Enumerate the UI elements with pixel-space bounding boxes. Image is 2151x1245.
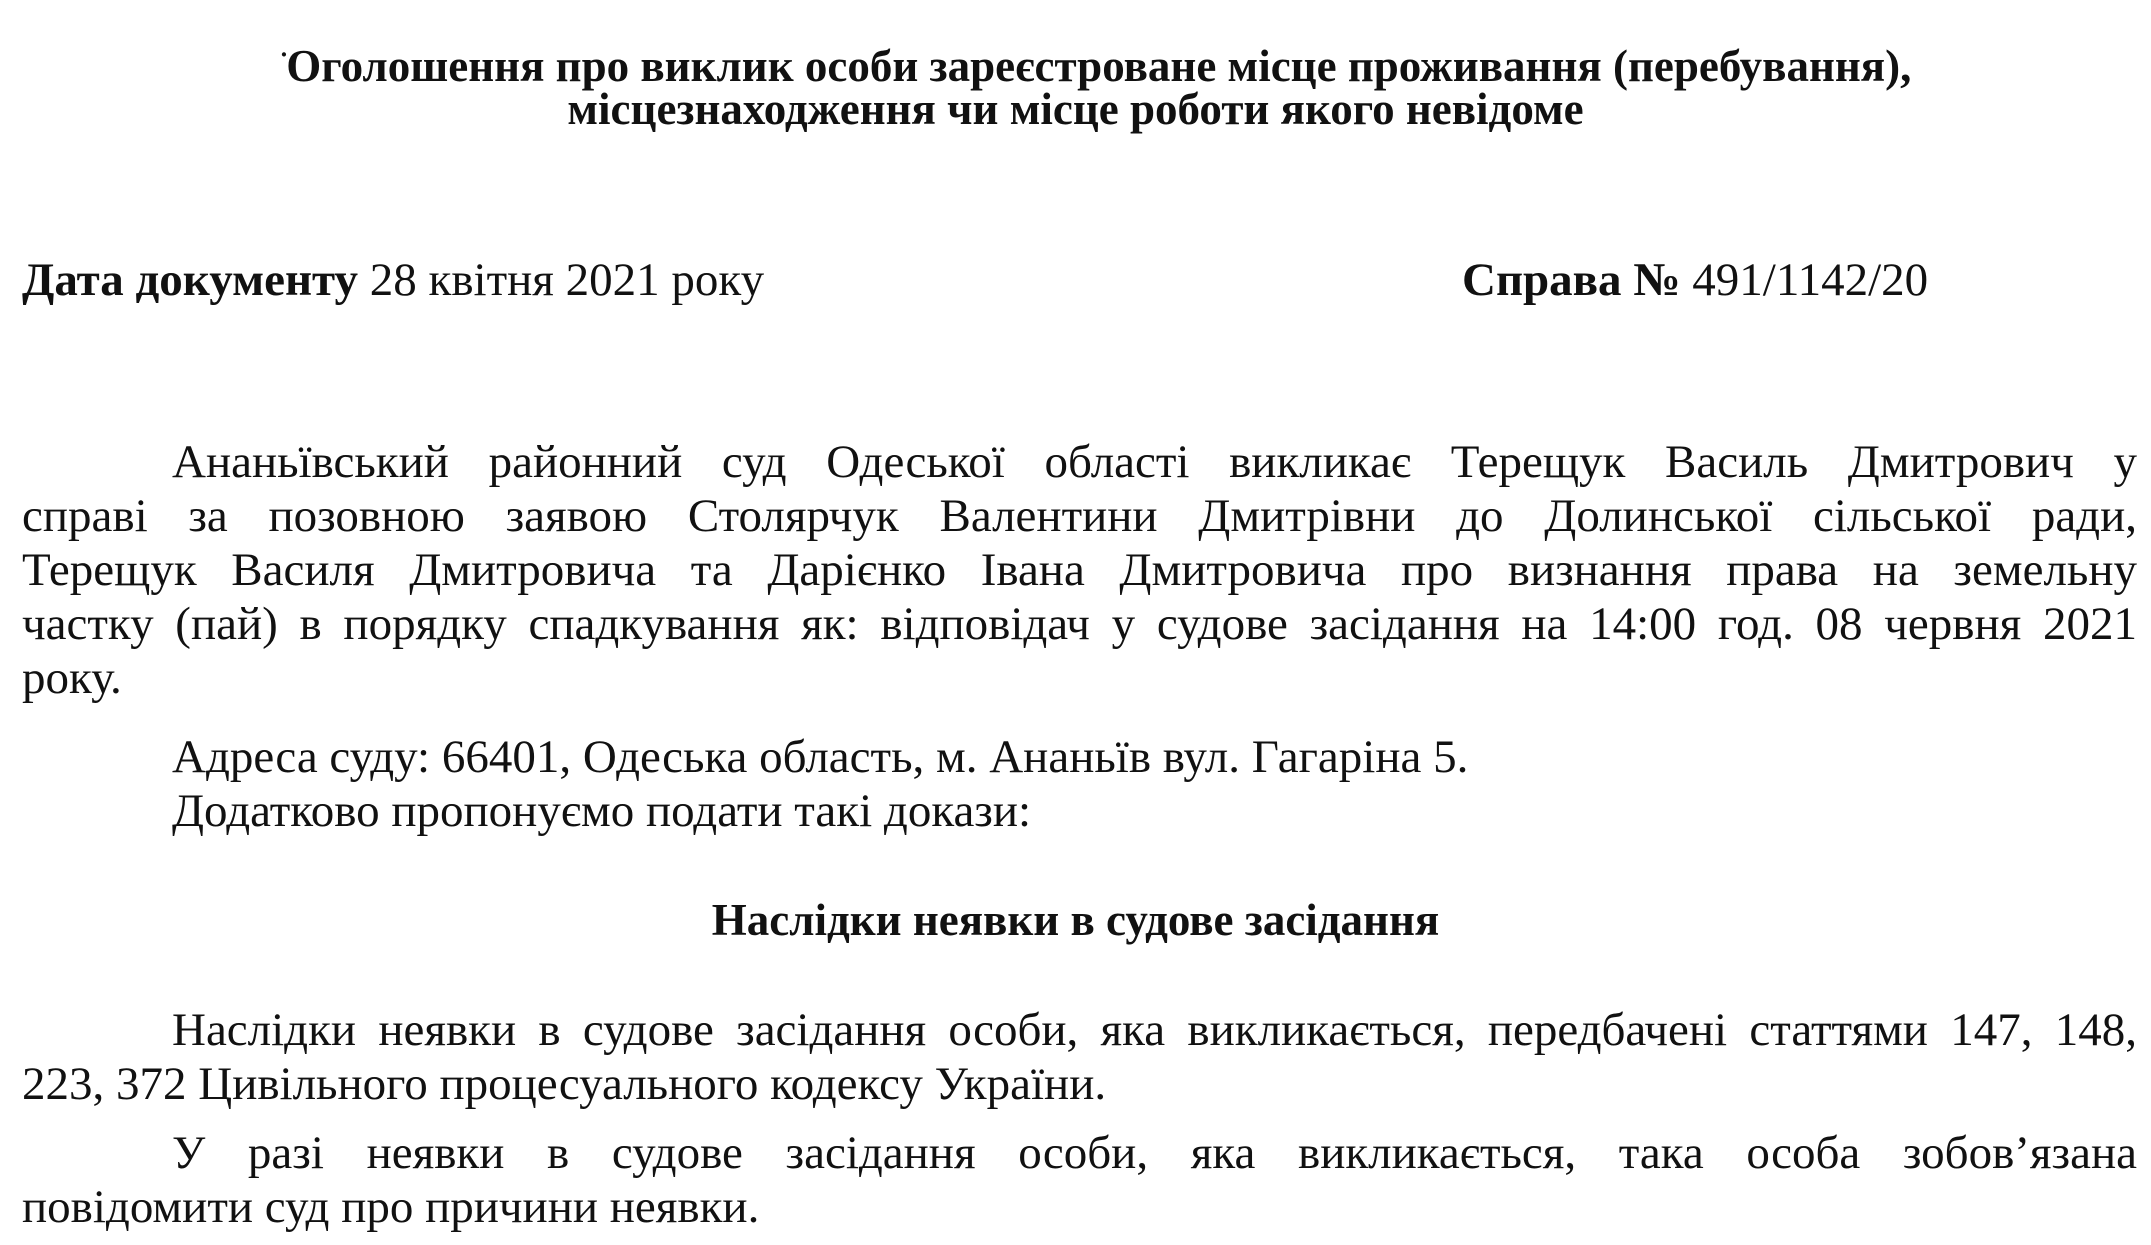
court-address: Адреса суду: 66401, Одеська область, м. Ананьїв вул. Гагаріна 5. bbox=[172, 731, 1469, 783]
summons-line-3: Терещук Василя Дмитровича та Дарієнко Івана Дмитровича про визнання права на земельну bbox=[22, 544, 2137, 596]
consequences-heading: Наслідки неявки в судове засідання bbox=[711, 895, 1440, 945]
summons-line-1: Ананьївський районний суд Одеської області викликає Терещук Василь Дмитрович у bbox=[172, 436, 2137, 488]
case-number-label: Справа № bbox=[1462, 254, 1681, 306]
consequences-p1-line-1: Наслідки неявки в судове засідання особи, яка викликається, передбачені статтями 147, 148, bbox=[172, 1004, 2137, 1056]
summons-line-4: частку (пай) в порядку спадкування як: відповідач у судове засідання на 14:00 год. 08 червня 2021 bbox=[22, 598, 2137, 650]
summons-line-5: року. bbox=[22, 652, 122, 704]
document-date bbox=[22, 252, 764, 308]
summons-line-2: справі за позовною заявою Столярчук Валентини Дмитрівни до Долинської сільської ради, bbox=[22, 490, 2137, 542]
announcement-title-text-1: Оголошення про виклик особи зареєстроване місце проживання (перебування), bbox=[286, 41, 1912, 91]
case-number bbox=[1462, 252, 1928, 308]
announcement-title-line-2: місцезнаходження чи місце роботи якого невідоме bbox=[567, 84, 1584, 134]
consequences-p1-line-2: 223, 372 Цивільного процесуального кодексу України. bbox=[22, 1058, 1107, 1110]
evidence-request: Додатково пропонуємо подати такі докази: bbox=[172, 785, 1032, 837]
consequences-p2-line-2: повідомити суд про причини неявки. bbox=[22, 1181, 760, 1233]
document-date-label: Дата документу bbox=[22, 254, 359, 306]
document-date-value: 28 квітня 2021 року bbox=[369, 254, 765, 306]
title-mark: · bbox=[279, 40, 289, 69]
case-number-value: 491/1142/20 bbox=[1692, 254, 1929, 306]
consequences-p2-line-1: У разі неявки в судове засідання особи, яка викликається, така особа зобов’язана bbox=[172, 1127, 2137, 1179]
